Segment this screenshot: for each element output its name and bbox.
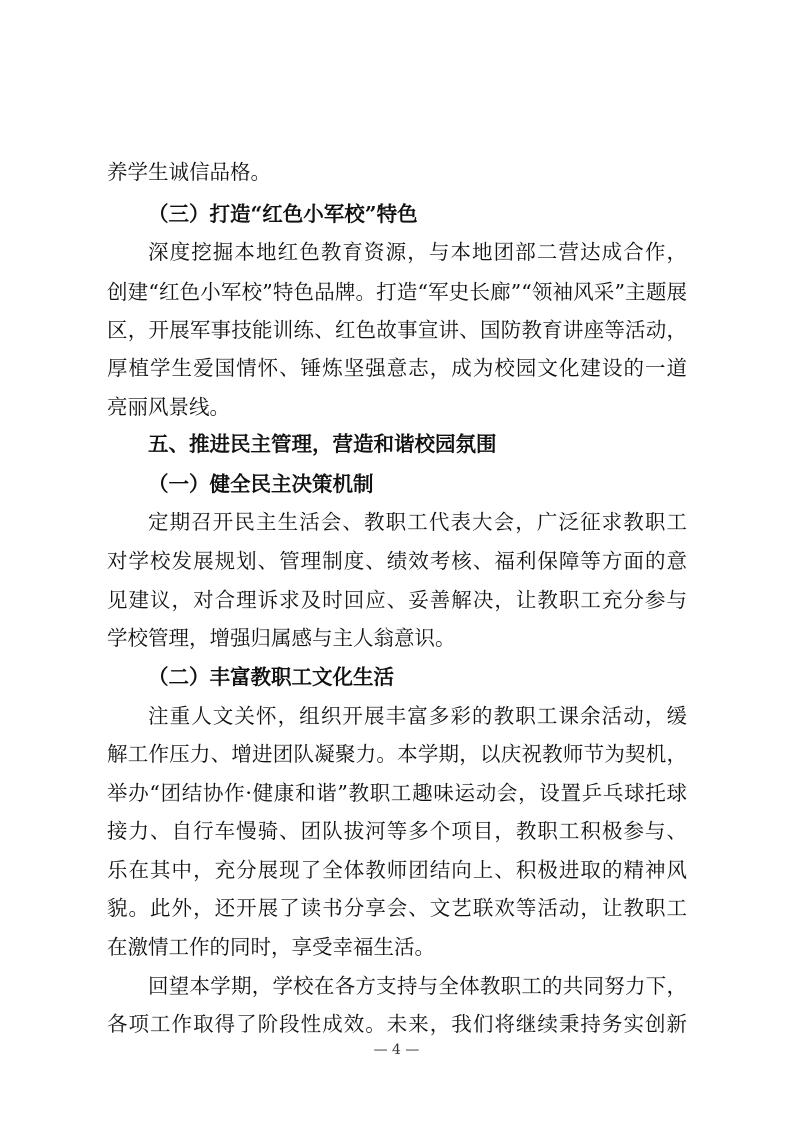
- section-subheading: （三）打造“红色小军校”特色: [148, 202, 418, 226]
- paragraph-line: 貌。此外，还开展了读书分享会、文艺联欢等活动，让教职工: [107, 896, 687, 920]
- paragraph-line: 各项工作取得了阶段性成效。未来，我们将继续秉持务实创新: [107, 1012, 687, 1036]
- page-number: — 4 —: [373, 1042, 420, 1058]
- paragraph-line: 解工作压力、增进团队凝聚力。本学期，以庆祝教师节为契机，: [107, 742, 687, 766]
- paragraph-line: 乐在其中，充分展现了全体教师团结向上、积极进取的精神风: [107, 858, 687, 882]
- section-heading: 五、推进民主管理，营造和谐校园氛围: [148, 432, 497, 456]
- paragraph-line: 定期召开民主生活会、教职工代表大会，广泛征求教职工: [148, 510, 687, 534]
- paragraph-line: 学校管理，增强归属感与主人翁意识。: [107, 626, 456, 650]
- paragraph-line: 对学校发展规划、管理制度、绩效考核、福利保障等方面的意: [107, 549, 687, 573]
- paragraph-line: 深度挖掘本地红色教育资源，与本地团部二营达成合作，: [148, 240, 687, 264]
- section-subheading: （一）健全民主决策机制: [148, 472, 374, 496]
- paragraph-line: 厚植学生爱国情怀、锤炼坚强意志，成为校园文化建设的一道: [107, 356, 687, 380]
- paragraph-line: 在激情工作的同时，享受幸福生活。: [107, 935, 435, 959]
- paragraph-line: 养学生诚信品格。: [107, 160, 271, 184]
- paragraph-line: 回望本学期，学校在各方支持与全体教职工的共同努力下，: [148, 974, 687, 998]
- paragraph-line: 亮丽风景线。: [107, 395, 230, 419]
- section-subheading: （二）丰富教职工文化生活: [148, 665, 394, 689]
- paragraph-line: 举办“团结协作·健康和谐”教职工趣味运动会，设置乒乓球托球: [107, 781, 687, 805]
- paragraph-line: 见建议，对合理诉求及时回应、妥善解决，让教职工充分参与: [107, 588, 687, 612]
- paragraph-line: 接力、自行车慢骑、团队拔河等多个项目，教职工积极参与、: [107, 819, 687, 843]
- paragraph-line: 注重人文关怀，组织开展丰富多彩的教职工课余活动，缓: [148, 704, 687, 728]
- paragraph-line: 创建“红色小军校”特色品牌。打造“军史长廊”“领袖风采”主题展: [107, 280, 687, 304]
- paragraph-line: 区，开展军事技能训练、红色故事宣讲、国防教育讲座等活动，: [107, 318, 687, 342]
